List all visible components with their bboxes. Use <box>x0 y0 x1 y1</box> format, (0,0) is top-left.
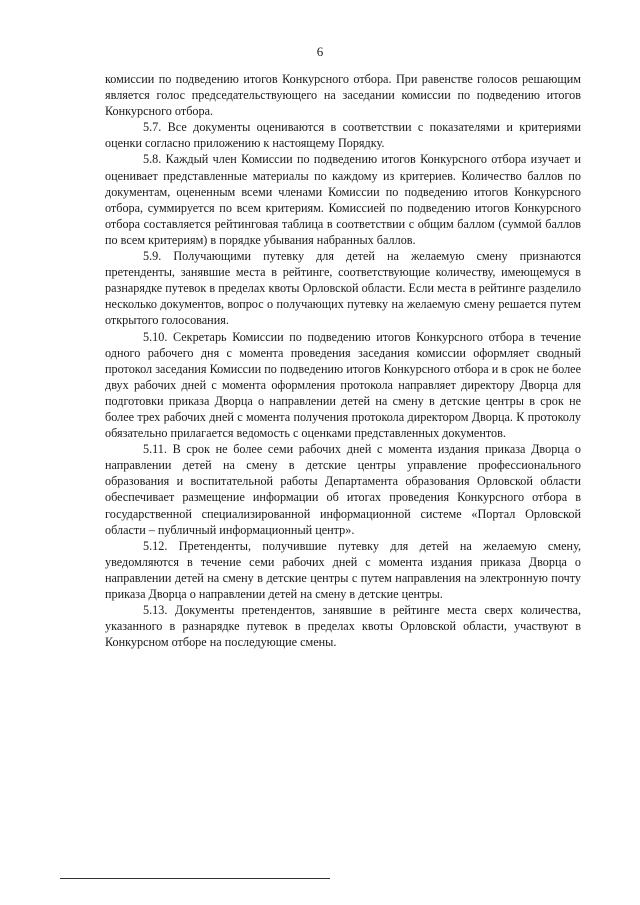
paragraph-continuation: комиссии по подведению итогов Конкурсного отбора. При равенстве голосов решающим является голос председательствующего на заседании комиссии по подведению итогов Конкурсного отбора. <box>105 72 581 119</box>
paragraph-5-12: 5.12. Претенденты, получившие путевку для детей на желаемую смену, уведомляются в течение семи рабочих дней с момента издания приказа Дворца о направлении детей на смену в детские центры с путем направления на электронную почту приказа Дворца о направлении детей на смену в детские центры. <box>105 538 581 601</box>
page-number: 6 <box>316 44 324 59</box>
paragraph-5-9: 5.9. Получающими путевку для детей на желаемую смену признаются претенденты, занявшие места в рейтинге, соответствующие количеству, имеющемуся в разнарядке путевок в пределах квоты Орловской области. Если места в рейтинге разделило несколько документов, вопрос о получающих путевку на желаемую смену решается путем открытого голосования. <box>105 249 581 328</box>
paragraph-5-10: 5.10. Секретарь Комиссии по подведению итогов Конкурсного отбора в течение одного рабочего дня с момента проведения заседания комиссии оформляет сводный протокол заседания Комиссии по подведению итогов Конкурсного отбора и в срок не более двух рабочих дней с момента оформления протокола направляет директору Дворца для подготовки приказа Дворца о направлении детей на смену в детские центры в срок не более трех рабочих дней с момента получения протокола директором Дворца. К протоколу обязательно прилагается ведомость с оценками представленных документов. <box>105 329 581 441</box>
document-body <box>105 71 581 650</box>
paragraph-5-8: 5.8. Каждый член Комиссии по подведению итогов Конкурсного отбора изучает и оценивает представленные материалы по каждому из критериев. Количество баллов по документам, оцененным всеми членами Комиссии по подведению итогов Конкурсного отбора, суммируется по всем критериям. Комиссией по подведению итогов Конкурсного отбора составляется рейтинговая таблица в соответствии с общим баллом (суммой баллов по всем критериям) в порядке убывания набранных баллов. <box>105 152 581 247</box>
paragraph-5-13: 5.13. Документы претендентов, занявшие в рейтинге места сверх количества, указанного в разнарядке путевок в пределах квоты Орловской области, участвуют в Конкурсном отборе на последующие смены. <box>105 603 581 650</box>
footnote-separator <box>60 878 330 879</box>
paragraph-5-11: 5.11. В срок не более семи рабочих дней с момента издания приказа Дворца о направлении детей на смену в детские центры управление профессионального образования и воспитательной работы Департамента образования Орловской области обеспечивает размещение информации об итогах проведения Конкурсного отбора в государственной специализированной информационной системе «Портал Орловской области – публичный информационный центр». <box>105 442 581 537</box>
paragraph-5-7: 5.7. Все документы оцениваются в соответствии с показателями и критериями оценки согласно приложению к настоящему Порядку. <box>105 120 581 151</box>
